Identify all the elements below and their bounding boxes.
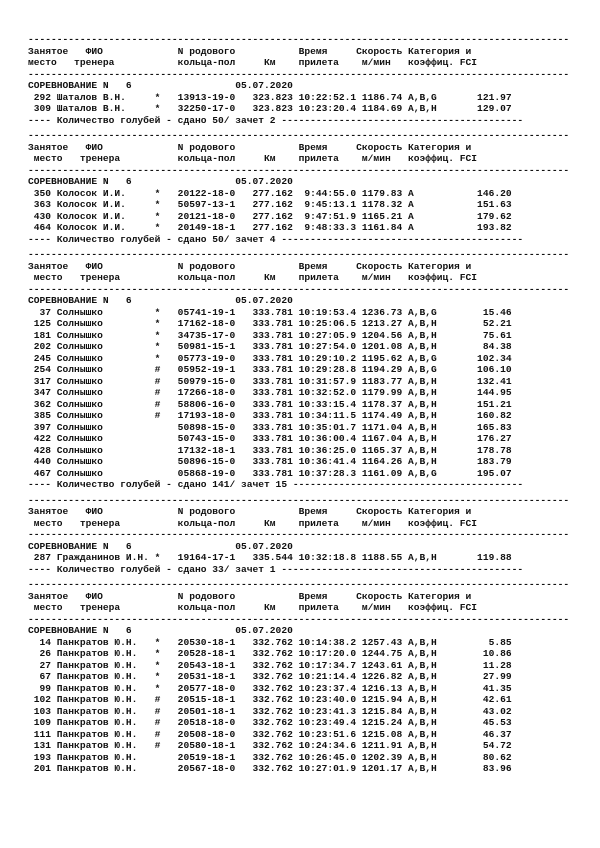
table-row: 317 Солнышко # 50979-15-0 333.781 10:31:57.9 1183.77 A,B,H 132.41 bbox=[28, 375, 512, 387]
table-row: 202 Солнышко * 50981-15-1 333.781 10:27:54.0 1201.08 A,B,H 84.38 bbox=[28, 341, 512, 352]
summary-line: ---- Количество голубей - сдано 33/ зачет 1 ------------------------------------------ bbox=[28, 563, 524, 575]
table-row: 422 Солнышко 50743-15-0 333.781 10:36:00.4 1167.04 A,B,H 176.27 bbox=[28, 433, 512, 444]
competition-title: СОРЕВНОВАНИЕ N 6 05.07.2020 bbox=[28, 540, 293, 552]
column-header: место тренера кольца-пол Км прилета м/мин коэффиц. FCI bbox=[28, 153, 478, 164]
table-row: 14 Панкратов Ю.Н. * 20530-18-1 332.762 10:14:38.2 1257.43 A,B,H 5.85 bbox=[28, 636, 512, 648]
column-header: место тренера кольца-пол Км прилета м/мин коэффиц. FCI bbox=[28, 602, 478, 613]
rule-line: ---------------------------------------------------------------------------------------------- bbox=[28, 283, 570, 295]
table-row: 131 Панкратов Ю.Н. # 20580-18-1 332.762 10:24:34.6 1211.91 A,B,H 54.72 bbox=[28, 740, 512, 751]
table-row: 181 Солнышко * 34735-17-0 333.781 10:27:05.9 1204.56 A,B,H 75.61 bbox=[28, 329, 512, 341]
summary-line: ---- Количество голубей - сдано 50/ зачет 4 ------------------------------------------ bbox=[28, 233, 524, 245]
rule-line: ---------------------------------------------------------------------------------------------- bbox=[28, 34, 570, 45]
column-header: Занятое ФИО N родового Время Скорость Категория и bbox=[28, 141, 472, 153]
table-row: 292 Шаталов В.Н. * 13913-19-0 323.823 10:22:52.1 1186.74 A,B,G 121.97 bbox=[28, 91, 512, 103]
table-row: 287 Гражданинов И.Н. * 19164-17-1 335.544 10:32:18.8 1188.55 A,B,H 119.88 bbox=[28, 552, 512, 563]
summary-line: ---- Количество голубей - сдано 141/ зачет 15 ---------------------------------------- bbox=[28, 479, 524, 490]
results-section bbox=[28, 249, 600, 495]
table-row: 440 Солнышко 50896-15-0 333.781 10:36:41.4 1164.26 A,B,H 183.79 bbox=[28, 456, 512, 467]
table-row: 363 Колосок И.И. * 50597-13-1 277.162 9:45:13.1 1178.32 A 151.63 bbox=[28, 199, 512, 210]
column-header: Занятое ФИО N родового Время Скорость Категория и bbox=[28, 45, 472, 57]
table-row: 245 Солнышко * 05773-19-0 333.781 10:29:10.2 1195.62 A,B,G 102.34 bbox=[28, 352, 512, 364]
results-section bbox=[28, 579, 600, 775]
table-row: 99 Панкратов Ю.Н. * 20577-18-0 332.762 10:23:37.4 1216.13 A,B,H 41.35 bbox=[28, 682, 512, 694]
table-row: 27 Панкратов Ю.Н. * 20543-18-1 332.762 10:17:34.7 1243.61 A,B,H 11.28 bbox=[28, 659, 512, 671]
table-row: 347 Солнышко # 17266-18-0 333.781 10:32:52.0 1179.99 A,B,H 144.95 bbox=[28, 387, 512, 398]
column-header: Занятое ФИО N родового Время Скорость Категория и bbox=[28, 506, 472, 517]
table-row: 254 Солнышко # 05952-19-1 333.781 10:29:28.8 1194.29 A,B,G 106.10 bbox=[28, 364, 512, 375]
competition-title: СОРЕВНОВАНИЕ N 6 05.07.2020 bbox=[28, 625, 293, 636]
table-row: 37 Солнышко * 05741-19-1 333.781 10:19:53.4 1236.73 A,B,G 15.46 bbox=[28, 306, 512, 318]
table-row: 103 Панкратов Ю.Н. # 20501-18-1 332.762 10:23:41.3 1215.84 A,B,H 43.02 bbox=[28, 705, 512, 717]
results-section bbox=[28, 34, 600, 130]
table-row: 467 Солнышко 05868-19-0 333.781 10:37:28.3 1161.09 A,B,G 195.07 bbox=[28, 467, 512, 479]
table-row: 67 Панкратов Ю.Н. * 20531-18-1 332.762 10:21:14.4 1226.82 A,B,H 27.99 bbox=[28, 671, 512, 682]
column-header: место тренера кольца-пол Км прилета м/мин коэффиц. FCI bbox=[28, 272, 478, 283]
table-row: 385 Солнышко # 17193-18-0 333.781 10:34:11.5 1174.49 A,B,H 160.82 bbox=[28, 410, 512, 421]
rule-line: ---------------------------------------------------------------------------------------------- bbox=[28, 529, 570, 540]
rule-line: ---------------------------------------------------------------------------------------------- bbox=[28, 579, 570, 590]
table-row: 109 Панкратов Ю.Н. # 20518-18-0 332.762 10:23:49.4 1215.24 A,B,H 45.53 bbox=[28, 717, 512, 728]
table-row: 362 Солнышко # 58806-16-0 333.781 10:33:15.4 1178.37 A,B,H 151.21 bbox=[28, 398, 512, 410]
competition-title: СОРЕВНОВАНИЕ N 6 05.07.2020 bbox=[28, 176, 293, 187]
column-header: место тренера кольца-пол Км прилета м/мин коэффиц. FCI bbox=[28, 57, 478, 68]
column-header: место тренера кольца-пол Км прилета м/мин коэффиц. FCI bbox=[28, 517, 478, 529]
table-row: 111 Панкратов Ю.Н. # 20508-18-0 332.762 10:23:51.6 1215.08 A,B,H 46.37 bbox=[28, 728, 512, 740]
results-section bbox=[28, 495, 600, 580]
table-row: 102 Панкратов Ю.Н. # 20515-18-1 332.762 10:23:40.0 1215.94 A,B,H 42.61 bbox=[28, 694, 512, 705]
competition-title: СОРЕВНОВАНИЕ N 6 05.07.2020 bbox=[28, 295, 293, 306]
rule-line: ---------------------------------------------------------------------------------------------- bbox=[28, 494, 570, 506]
table-row: 26 Панкратов Ю.Н. * 20528-18-1 332.762 10:17:20.0 1244.75 A,B,H 10.86 bbox=[28, 648, 512, 659]
table-row: 430 Колосок И.И. * 20121-18-0 277.162 9:47:51.9 1165.21 A 179.62 bbox=[28, 210, 512, 222]
table-row: 397 Солнышко 50898-15-0 333.781 10:35:01.7 1171.04 A,B,H 165.83 bbox=[28, 421, 512, 433]
results-section bbox=[28, 130, 600, 249]
table-row: 201 Панкратов Ю.Н. 20567-18-0 332.762 10:27:01.9 1201.17 A,B,H 83.96 bbox=[28, 763, 512, 774]
rule-line: ---------------------------------------------------------------------------------------------- bbox=[28, 249, 570, 260]
competition-title: СОРЕВНОВАНИЕ N 6 05.07.2020 bbox=[28, 80, 293, 91]
rule-line: ---------------------------------------------------------------------------------------------- bbox=[28, 68, 570, 80]
table-row: 125 Солнышко * 17162-18-0 333.781 10:25:06.5 1213.27 A,B,H 52.21 bbox=[28, 318, 512, 329]
column-header: Занятое ФИО N родового Время Скорость Категория и bbox=[28, 260, 472, 272]
rule-line: ---------------------------------------------------------------------------------------------- bbox=[28, 130, 570, 141]
table-row: 428 Солнышко 17132-18-1 333.781 10:36:25.0 1165.37 A,B,H 178.78 bbox=[28, 444, 512, 456]
table-row: 193 Панкратов Ю.Н. 20519-18-1 332.762 10:26:45.0 1202.39 A,B,H 80.62 bbox=[28, 751, 512, 763]
table-row: 464 Колосок И.И. * 20149-18-1 277.162 9:48:33.3 1161.84 A 193.82 bbox=[28, 222, 512, 233]
rule-line: ---------------------------------------------------------------------------------------------- bbox=[28, 613, 570, 625]
rule-line: ---------------------------------------------------------------------------------------------- bbox=[28, 164, 570, 176]
table-row: 350 Колосок И.И. * 20122-18-0 277.162 9:44:55.0 1179.83 A 146.20 bbox=[28, 187, 512, 199]
table-row: 309 Шаталов В.Н. * 32250-17-0 323.823 10:23:20.4 1184.69 A,B,H 129.07 bbox=[28, 103, 512, 114]
summary-line: ---- Количество голубей - сдано 50/ зачет 2 ------------------------------------------ bbox=[28, 114, 524, 126]
column-header: Занятое ФИО N родового Время Скорость Категория и bbox=[28, 590, 472, 602]
